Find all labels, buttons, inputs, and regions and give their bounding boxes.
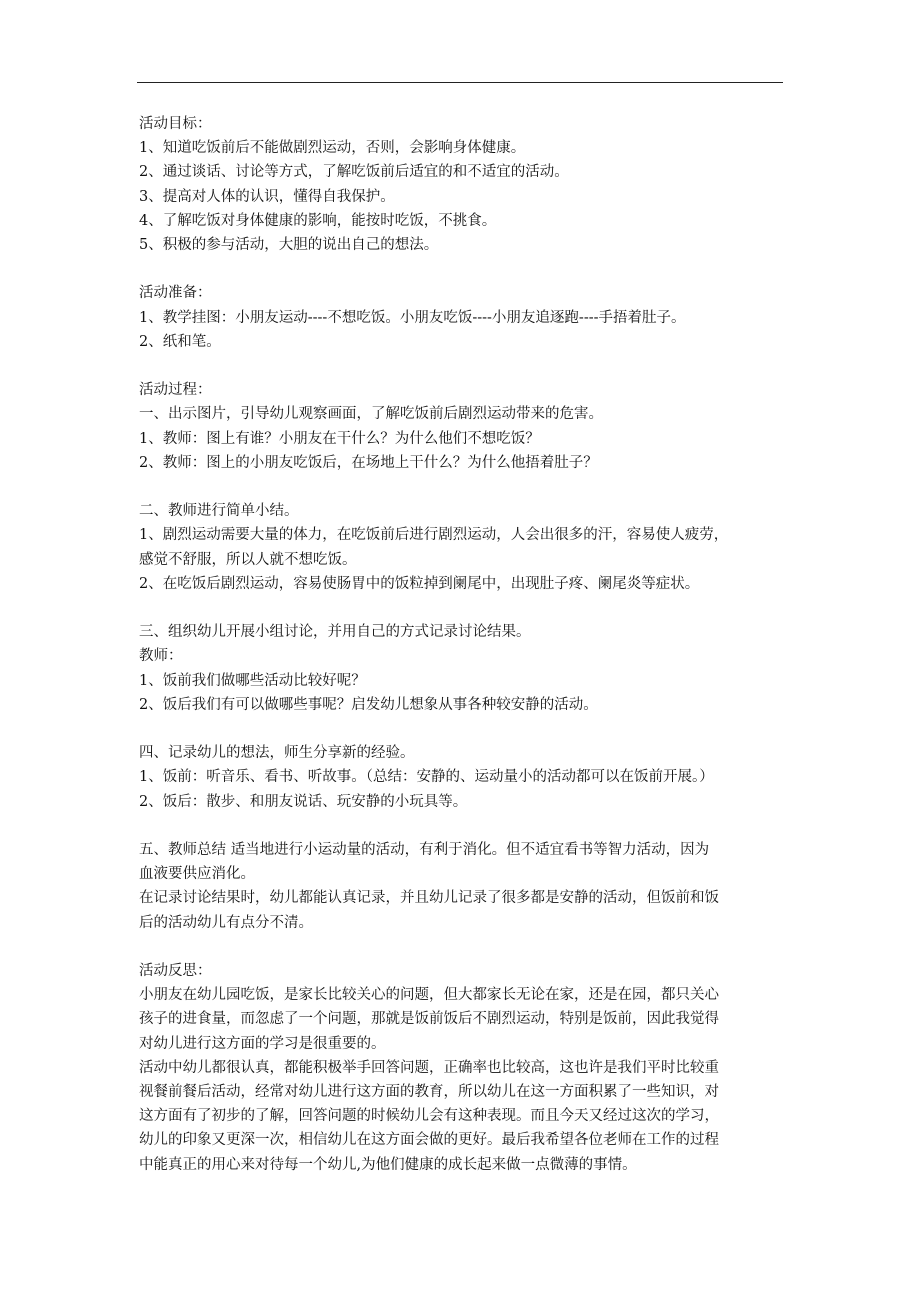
preparation-item: 2、纸和笔。 (139, 333, 221, 350)
spacer (139, 935, 794, 959)
spacer (139, 596, 794, 620)
process-step-title: 五、教师总结 适当地进行小运动量的活动，有利于消化。但不适宜看书等智力活动，因为 (139, 842, 710, 858)
preparation-item: 1、教学挂图：小朋友运动----不想吃饭。小朋友吃饭----小朋友追逐跑----手捂着肚子。 (139, 309, 686, 326)
reflection-paragraph-line: 这方面有了初步的了解，回答问题的时候幼儿会有这种表现。而且今天又经过这次的学习， (139, 1108, 719, 1125)
process-step-item: 1、剧烈运动需要大量的体力，在吃饭前后进行剧烈运动，人会出很多的汗，容易使人疲劳， (139, 527, 729, 544)
process-step-title: 二、教师进行简单小结。 (139, 503, 299, 520)
process-step-item: 1、饭前我们做哪些活动比较好呢？ (139, 672, 366, 689)
process-step-speaker: 教师： (139, 648, 183, 665)
section-heading-objectives: 活动目标： (139, 116, 212, 132)
section-heading-preparation: 活动准备： (139, 285, 212, 302)
reflection-paragraph-line: 小朋友在幼儿园吃饭，是家长比较关心的问题，但大都家长无论在家，还是在园，都只关心 (139, 987, 719, 1004)
document-body (139, 112, 794, 1177)
spacer (139, 257, 794, 281)
process-step-title: 一、出示图片，引导幼儿观察画面，了解吃饭前后剧烈运动带来的危害。 (139, 406, 603, 423)
spacer (139, 354, 794, 378)
section-heading-reflection: 活动反思： (139, 963, 212, 979)
reflection-paragraph-line: 幼儿的印象又更深一次，相信幼儿在这方面会做的更好。最后我希望各位老师在工作的过程 (139, 1132, 719, 1149)
objective-item: 2、通过谈话、讨论等方式，了解吃饭前后适宜的和不适宜的活动。 (139, 164, 569, 181)
objective-item: 1、知道吃饭前后不能做剧烈运动，否则，会影响身体健康。 (139, 140, 526, 157)
reflection-paragraph-line: 中能真正的用心来对待每一个幼儿,为他们健康的成长起来做一点微薄的事情。 (139, 1156, 637, 1173)
process-note-continued: 后的活动幼儿有点分不清。 (139, 914, 313, 931)
process-step-item: 2、教师：图上的小朋友吃饭后，在场地上干什么？为什么他捂着肚子？ (139, 454, 598, 471)
process-step-item: 2、饭后：散步、和朋友说话、玩安静的小玩具等。 (139, 793, 468, 810)
process-step-item-continued: 感觉不舒服，所以人就不想吃饭。 (139, 551, 357, 568)
process-note: 在记录讨论结果时，幼儿都能认真记录，并且幼儿记录了很多都是安静的活动，但饭前和饭 (139, 890, 719, 907)
header-rule (137, 82, 783, 83)
process-step-item: 1、教师：图上有谁？小朋友在干什么？为什么他们不想吃饭？ (139, 430, 540, 447)
process-step-item: 2、饭后我们有可以做哪些事呢？启发幼儿想象从事各种较安静的活动。 (139, 696, 598, 713)
spacer (139, 717, 794, 741)
objective-item: 3、提高对人体的认识，懂得自我保护。 (139, 188, 395, 205)
spacer (139, 814, 794, 838)
reflection-paragraph-line: 孩子的进食量，而忽虑了一个问题，那就是饭前饭后不剧烈运动，特别是饭前，因此我觉得 (139, 1011, 719, 1028)
reflection-paragraph-line: 对幼儿进行这方面的学习是很重要的。 (139, 1035, 386, 1052)
reflection-paragraph-line: 视餐前餐后活动，经常对幼儿进行这方面的教育，所以幼儿在这一方面积累了一些知识，对 (139, 1084, 719, 1101)
objective-item: 4、了解吃饭对身体健康的影响，能按时吃饭，不挑食。 (139, 212, 497, 229)
process-step-item: 2、在吃饭后剧烈运动，容易使肠胃中的饭粒掉到阑尾中，出现肚子疼、阑尾炎等症状。 (139, 575, 700, 592)
reflection-paragraph-line: 活动中幼儿都很认真，都能积极举手回答问题，正确率也比较高，这也许是我们平时比较重 (139, 1059, 719, 1076)
objective-item: 5、积极的参与活动，大胆的说出自己的想法。 (139, 237, 439, 254)
section-heading-process: 活动过程： (139, 382, 212, 399)
process-step-item: 1、饭前：听音乐、看书、听故事。（总结：安静的、运动量小的活动都可以在饭前开展。） (139, 769, 714, 786)
process-step-title: 四、记录幼儿的想法，师生分享新的经验。 (139, 745, 415, 762)
spacer (139, 475, 794, 499)
process-step-title: 三、组织幼儿开展小组讨论，并用自己的方式记录讨论结果。 (139, 624, 531, 641)
process-step-title-continued: 血液要供应消化。 (139, 866, 255, 883)
